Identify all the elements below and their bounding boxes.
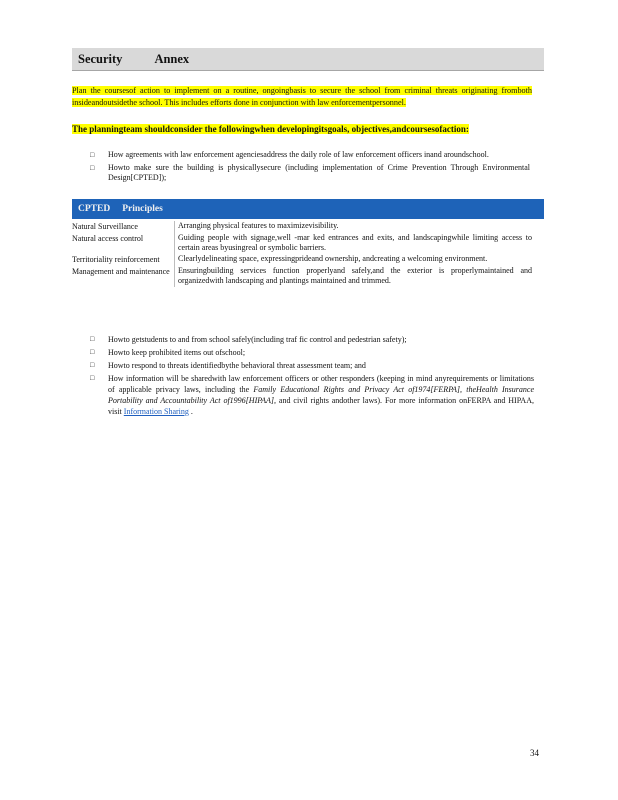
checkbox-bullet-icon: □ <box>90 361 95 369</box>
checkbox-bullet-icon: □ <box>90 335 95 343</box>
list-item <box>90 163 530 184</box>
principle-description: Clearlydelineating space, expressingprideand ownership, andcreating a welcoming environment. <box>178 254 488 263</box>
principle-description: Guiding people with signage,well -mar ked entrances and exits, and landscapingwhile limiting access to certain areas byusingreal or symbolic barriers. <box>178 233 532 252</box>
considerations-list <box>90 150 530 186</box>
section-heading <box>72 48 544 71</box>
list-item <box>90 347 534 358</box>
info-sharing-text-1: How information will be sharedwith law enforcement officers or other responders (keeping in mind anyrequirements or limitations of applicable privacy laws, including the <box>108 374 534 394</box>
table-row <box>72 254 532 266</box>
procedures-list <box>90 334 534 419</box>
list-item-text: Howto make sure the building is physicallysecure (including implementation of Crime Prevention Through Environmental Design[CPTED]); <box>108 162 530 182</box>
planning-statement <box>72 123 532 135</box>
info-sharing-text-3: and civil rights andother laws). For more information onFERPA and HIPAA, visit <box>108 396 534 416</box>
table-row <box>72 233 532 254</box>
principles-table <box>72 221 532 287</box>
principle-description: Arranging physical features to maximizevisibility. <box>178 221 339 230</box>
heading-word-annex: Annex <box>154 52 190 66</box>
principle-name: Territoriality reinforcement <box>72 254 175 266</box>
info-sharing-text-4: . <box>188 407 193 416</box>
principle-name: Natural Surveillance <box>72 221 175 233</box>
checkbox-bullet-icon: □ <box>90 163 95 172</box>
checkbox-bullet-icon: □ <box>90 151 95 159</box>
table-row <box>72 221 532 233</box>
hipaa-title: theHealth Insurance Portability and Accountability Act of1996[HIPAA], <box>108 385 535 405</box>
principles-word: Principles <box>122 204 163 214</box>
information-sharing-link[interactable]: Information Sharing <box>123 407 189 416</box>
checkbox-bullet-icon: □ <box>90 374 95 382</box>
list-item-text: How agreements with law enforcement agenciesaddress the daily role of law enforcement officers inand aroundschool. <box>108 150 489 159</box>
planning-text: The planningteam shouldconsider the followingwhen developingitsgoals, objectives,andcoursesofaction: <box>72 124 469 134</box>
table-row <box>72 266 532 287</box>
principle-name: Management and maintenance <box>72 266 175 287</box>
checkbox-bullet-icon: □ <box>90 348 95 356</box>
intro-paragraph <box>72 85 532 109</box>
list-item-text: Howto getstudents to and from school safely(including traf fic control and pedestrian safety); <box>108 335 407 344</box>
page-number: 34 <box>530 748 539 758</box>
list-item <box>90 334 534 345</box>
principle-name: Natural access control <box>72 233 175 254</box>
list-item <box>90 150 530 161</box>
list-item <box>90 360 534 371</box>
principle-description: Ensuringbuilding services function properlyand safely,and the exterior is properlymaintained and organizedwith landscaping and plantings maintained and trimmed. <box>178 266 532 285</box>
list-item-text: Howto keep prohibited items out ofschool; <box>108 348 246 357</box>
list-item-text: Howto respond to threats identifiedbythe behavioral threat assessment team; and <box>108 361 366 370</box>
intro-text: Plan the coursesof action to implement on a routine, ongoingbasis to secure the school from criminal threats originating fromboth insideandoutsidethe school. This includes efforts done in conjunction with law enforcementpersonnel. <box>72 86 532 107</box>
cpted-principles-header <box>72 199 544 219</box>
heading-word-security: Security <box>78 52 123 66</box>
list-item-text <box>108 373 534 417</box>
ferpa-title: Family Educational Rights and Privacy Act of1974[FERPA], <box>253 385 463 394</box>
list-item <box>90 373 534 417</box>
cpted-word: CPTED <box>78 204 111 214</box>
